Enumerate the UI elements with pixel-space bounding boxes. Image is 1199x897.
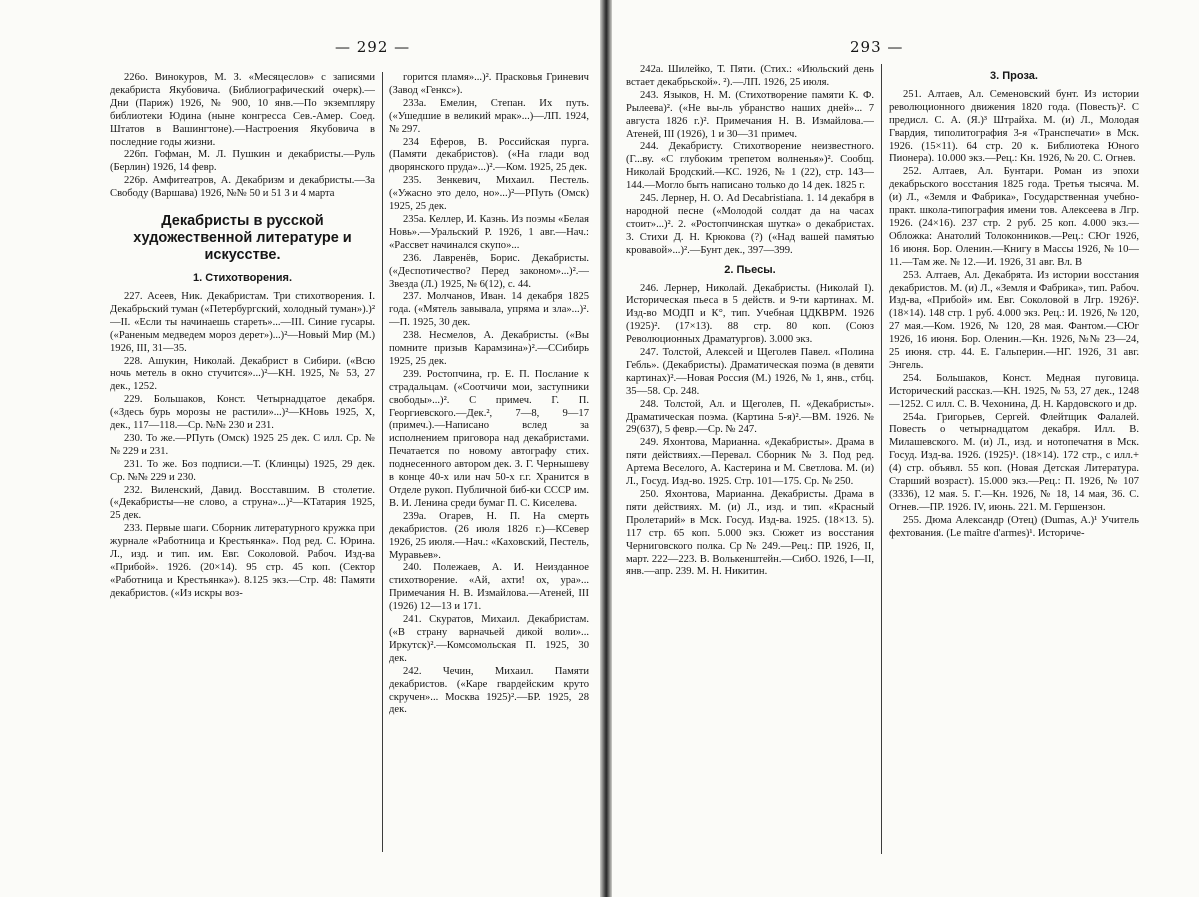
bibliography-entry: 234 Еферов, В. Российская пурга. (Памяти декабристов). («На глади вод дворянского пруда»...)².—Ком. 1925, 25 дек.	[389, 136, 589, 174]
subsection-heading: 2. Пьесы.	[724, 263, 776, 276]
bibliography-entry: 252. Алтаев, Ал. Бунтари. Роман из эпохи декабрьского восстания 1825 года. Третья тысяча. М. (и) Л., «Земля и Фабрика», Государственная учебно-практ. школа-типография имени тов. Алексеева в Лгр. 1926. (24×16). 237 стр. 2 руб. 25 коп. 4.000 экз.—Обложка: Анатолий Толоконников.—Рец.: СЮг 1926, 16 июня. Бор. Оленин.—Книгу в Массы 1926, № 10—11.—Там же. № 12.—И. 1926, 31 авг. Вл. В	[889, 166, 1139, 268]
right-column-2	[889, 64, 1139, 864]
bibliography-entry: 227. Асеев, Ник. Декабристам. Три стихотворения. I. Декабрьский туман («Петербургский, холодный туман»).)²—II. «Если ты начинаешь стареть»...—III. Синие гусары. («Раненым медведем мороз дерет»)...)²—Новый Мир (М.) 1926, III, 31—35.	[110, 290, 375, 354]
bibliography-entry: 231. То же. Боз подписи.—Т. (Клинцы) 1925, 29 дек. Ср. №№ 229 и 230.	[110, 458, 375, 483]
book-gutter	[600, 0, 612, 897]
bibliography-entry: 245. Лернер, Н. О. Ad Decabristiana. 1. 14 декабря в народной песне («Молодой солдат да на часах стоит»...)². 2. «Ростопчинская шутка» о декабристах. 3. Стихи Д. Н. Крюкова (?) («Над вашей памятью кровавой»...)².—Бунт дек., 397—399.	[626, 193, 874, 256]
bibliography-entry: 242. Чечин, Михаил. Памяти декабристов. («Каре гвардейским круто скручен»... Москва 1925)².—БР. 1925, 28 дек.	[389, 665, 589, 716]
bibliography-entry: 226п. Гофман, М. Л. Пушкин и декабристы.—Руль (Берлин) 1926, 14 февр.	[110, 149, 375, 174]
right-column-1	[626, 64, 874, 864]
bibliography-entry: 250. Яхонтова, Марианна. Декабристы. Драма в пяти действиях. М. (и) Л., изд. и тип. «Красный Пролетарий» в Мск. Госуд. Изд-ва. 1925. (18×13. 5). 117 стр. 65 коп. 5.000 экз. Сюжет из восстания Черниговского полка. Ср № 249.—Рец.: ПР. 1926, II, март. 222—223. В. Волькенштейн.—СибО. 1926, I—II, янв.—апр. 239. М. Н. Никитин.	[626, 489, 874, 578]
bibliography-entry: 246. Лернер, Николай. Декабристы. (Николай I). Историческая пьеса в 5 действ. и 9-ти картинах. М. Изд-во МОДП и К°, тип. Учебная ЦДКВРМ. 1926 (1925)². (17×13). 88 стр. 80 коп. (Союз Революционных Драматургов). 3.000 экз.	[626, 282, 874, 346]
bibliography-entry: 248. Толстой, Ал. и Щеголев, П. «Декабристы». Драматическая поэма. (Картина 5-я)².—ВМ. 1926. № 29(637), 5 февр.—Ср. № 247.	[626, 398, 874, 436]
column-rule-right	[881, 64, 882, 854]
bibliography-entry: 235а. Келлер, И. Казнь. Из поэмы «Белая Новь».—Уральский Р. 1926, 1 авг.—Нач.: «Рассвет начинался скупо»...	[389, 213, 589, 251]
bibliography-entry: горится пламя»...)². Прасковья Гриневич (Завод «Генкс»).	[389, 72, 589, 96]
bibliography-entry: 249. Яхонтова, Марианна. «Декабристы». Драма в пяти действиях.—Перевал. Сборник № 3. Под ред. Артема Веселого, А. Кастерина и М. Светлова. М. (и) Л., Госуд. Изд-во. 1925. Стр. 101—175. Ср. № 250.	[626, 437, 874, 488]
bibliography-entry: 238. Несмелов, А. Декабристы. («Вы помните призыв Карамзина»)².—ССибирь 1925, 25 дек.	[389, 330, 589, 367]
bibliography-entry: 254а. Григорьев, Сергей. Флейтщик Фалалей. Повесть о четырнадцатом декабря. Илл. В. Милашевского. М. (и) Л., изд. и нотопечатня в Мск. Госуд. Изд-ва. 1926. (1925)¹. (18×14). 172 стр., с илл.+ (4) стр. объявл. 55 коп. (Новая Детская Литература. Старший возраст). 15.000 экз.—Рец.: П. 1926, № 107 (3336), 12 мая. 5. Г.—Кн. 1926, № 18, 14 мая, 36. С. Огнев.—ПР. 1926. IV, июнь. 221. М. Гершензон.	[889, 411, 1139, 513]
bibliography-entry: 254. Большаков, Конст. Медная пуговица. Исторический рассказ.—КН. 1925, № 53, 27 дек., 1248—1252. С илл. С. В. Чехонина, Д. Н. Кардовского и др.	[889, 372, 1139, 410]
subsection-heading: 3. Проза.	[990, 70, 1038, 82]
subsection-heading: 1. Стихотворения.	[192, 272, 293, 285]
bibliography-entry: 226р. Амфитеатров, А. Декабризм и декабристы.—За Свободу (Варшава) 1926, №№ 50 и 51 3 и 4 марта	[110, 175, 375, 200]
left-column-1	[110, 72, 375, 862]
right-page	[612, 0, 1199, 897]
bibliography-entry: 253. Алтаев, Ал. Декабрята. Из истории восстания декабристов. М. (и) Л., «Земля и Фабрика», тип. Рабоч. Изд-ва, «Прибой» им. Евг. Соколовой в Лгр. 1926)². (18×14). 148 стр. 1 руб. 4.000 экз. Рец.: И. 1926, № 120, 27 мая.—Ком. 1926, № 120, 28 мая. Фантом.—СЮг 1926, 16 июня. Бор. Оленин.—Кн. 1926, №№ 23—24, 25 июня. стр. 44. Е. Гальперин.—НГ. 1926, 31 авг. Энгель.	[889, 269, 1139, 371]
left-column-2	[389, 72, 589, 862]
bibliography-entry: 228. Ашукин, Николай. Декабрист в Сибири. («Всю ночь метель в окно стучится»...)²—КН. 1925, № 53, 27 дек., 1252.	[110, 355, 375, 393]
bibliography-entry: 244. Декабристу. Стихотворение неизвестного. (Г...ву. «С глубоким трепетом волненья»)². Сообщ. Николай Бродский.—КС. 1926, № 1 (22), стр. 143—144.—Могло быть написано только до 14 дек. 1825 г.	[626, 141, 874, 192]
section-heading: Декабристы в русской художественной литературе и искусстве.	[133, 213, 352, 264]
bibliography-entry: 237. Молчанов, Иван. 14 декабря 1825 года. («Мятель завывала, упряма и зла»...)².—П. 1925, 30 дек.	[389, 291, 589, 329]
bibliography-entry: 255. Дюма Александр (Отец) (Dumas, A.)¹ Учитель фехтования. (Le maître d'armes)¹. Историче-	[889, 514, 1139, 539]
bibliography-entry: 229. Большаков, Конст. Четырнадцатое декабря. («Здесь бурь морозы не растили»...)²—КНовь 1925, X, дек., 117—118.—Ср. №№ 230 и 231.	[110, 394, 375, 432]
bibliography-entry: 239а. Огарев, Н. П. На смерть декабристов. (26 июля 1826 г.)—КСевер 1926, 25 июля.—Нач.: «Каховский, Пестель, Муравьев».	[389, 510, 589, 561]
bibliography-entry: 251. Алтаев, Ал. Семеновский бунт. Из истории революционного движения 1820 года. (Повесть)². С предисл. С. А. (Я.)³ Штрайха. М. (и) Л., Молодая Гвардия, типолитография 3-я «Транспечати» в Мск. 1926. (15×11). 64 стр. 20 к. Библиотека Юного Пионера). 10.000 экз.—Рец.: Кн. 1926, № 20. С. Огнев.	[889, 88, 1139, 165]
bibliography-entry: 241. Скуратов, Михаил. Декабристам. («В страну варначьей дикой воли»... Иркутск)².—Комсомольская П. 1925, 30 дек.	[389, 614, 589, 664]
bibliography-entry: 242а. Шилейко, Т. Пяти. (Стих.: «Июльский день встает декабрьской». ²).—ЛП. 1926, 25 июля.	[626, 64, 874, 88]
bibliography-entry: 233. Первые шаги. Сборник литературного кружка при журнале «Работница и Крестьянка». Под ред. С. Юрина. Л., изд. и тип. им. Евг. Соколовой. Рабоч. Изд-ва «Прибой». 1926. (20×14). 95 стр. 45 коп. (Сектор «Работница и Крестьянка»). 8.125 экз.—Стр. 48: Памяти декабристов. («Из искры воз-	[110, 523, 375, 599]
column-rule-left	[382, 72, 383, 852]
page-number-left: — 292 —	[335, 38, 411, 56]
bibliography-entry: 232. Виленский, Давид. Восставшим. В столетие. («Декабристы—не слово, а струна»...)²—КТатария 1925, 25 дек.	[110, 484, 375, 522]
bibliography-entry: 230. То же.—РПуть (Омск) 1925 25 дек. С илл. Ср. №№ 229 и 231.	[110, 432, 375, 457]
bibliography-entry: 235. Зенкевич, Михаил. Пестель. («Ужасно это дело, но»...)²—РПуть (Омск) 1925, 25 дек.	[389, 175, 589, 213]
bibliography-entry: 240. Полежаев, А. И. Неизданное стихотворение. «Ай, ахти! ох, ура»... Примечания Н. В. Измайлова.—Атеней, III (1926) 12—13 и 171.	[389, 562, 589, 613]
bibliography-entry: 233а. Емелин, Степан. Их путь. («Ушедшие в великий мрак»...)—ЛП. 1924, № 297.	[389, 97, 589, 135]
bibliography-entry: 247. Толстой, Алексей и Щеголев Павел. «Полина Гебль». (Декабристы). Драматическая поэма (в девяти картинах)².—Новая Россия (М.) 1926, № 1, янв., стбц. 35—58. Ср. 248.	[626, 347, 874, 397]
page-number-right: 293 —	[850, 38, 904, 56]
bibliography-entry: 236. Лавренёв, Борис. Декабристы. («Деспотичество? Перед законом»...)².—Звезда (Л.) 1925, № 6(12), с. 44.	[389, 252, 589, 290]
bibliography-entry: 243. Языков, Н. М. (Стихотворение памяти К. Ф. Рылеева)². («Не вы-ль убранство наших дней»... 7 августа 1826 г.)². Примечания Н. В. Измайлова.—Атеней, III (1926), 1 и 30—31 примеч.	[626, 89, 874, 140]
bibliography-entry: 226о. Винокуров, М. З. «Месяцеслов» с записями декабриста Якубовича. (Библиографический очерк).—Дни (Париж) 1926, № 900, 10 янв.—По экземпляру библиотеки Юдина (ныне конгресса Сев.-Амер. Соед. Штатов в Вашингтоне).—Настроения Якубовича в последние годы жизни.	[110, 72, 375, 148]
bibliography-entry: 239. Ростопчина, гр. Е. П. Послание к страдальцам. («Соотчичи мои, заступники свободы»...)². С примеч. Г. П. Георгиевского.—Дек.², 7—8, 9—17 (примеч.).—Написано вслед за исполнением приговора над декабристами. Печатается по новому автографу стих. поднесенного автором дек. З. Г. Чернышеву в конце 40-х или нач 50-х г.г. Хранится в Отделе рукоп. Публичной биб-ки СССР им. В. И. Ленина среди бумаг П. С. Киселева.	[389, 368, 589, 509]
